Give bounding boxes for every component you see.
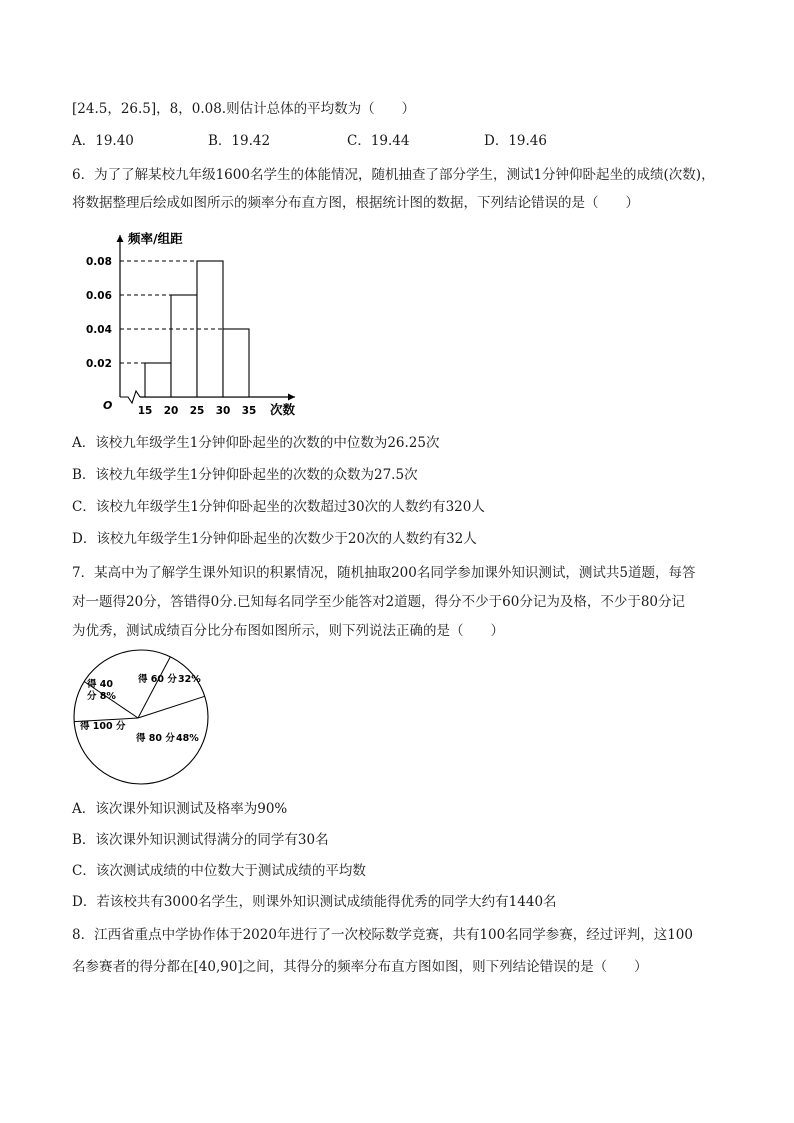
- x-tick-15: 15: [137, 405, 153, 417]
- q8-stem-line2: 名参赛者的得分都在[40,90]之间，其得分的频率分布直方图如图，则下列结论错误的是（ ）: [72, 959, 648, 975]
- q7-stem-line1: 7．某高中为了解学生课外知识的积累情况，随机抽取200名同学参加课外知识测试，测试共5道题，每答: [72, 565, 696, 581]
- hist-bar-20-25: [171, 295, 197, 397]
- q7-stem-line2: 对一题得20分，答错得0分.已知每名同学至少能答对2道题，得分不少于60分记为及格，不少于80分记: [72, 594, 686, 610]
- y-tick-0.04: 0.04: [86, 324, 112, 336]
- x-axis-break: [120, 391, 140, 403]
- q5-option-b: B．19.42: [208, 133, 271, 149]
- q5-text: [24.5，26.5]，8，0.08.则估计总体的平均数为（ ）: [72, 101, 416, 117]
- x-tick-20: 20: [163, 405, 179, 417]
- pie-label-80-text: 得 80 分: [136, 733, 175, 744]
- q7-option-a: A．该次课外知识测试及格率为90%: [72, 801, 288, 817]
- pie-label-80: [136, 732, 199, 744]
- q6-option-a: A．该校九年级学生1分钟仰卧起坐的次数的中位数为26.25次: [72, 435, 440, 451]
- q7-option-d: D．若该校共有3000名学生，则课外知识测试成绩能得优秀的同学大约有1440名: [72, 894, 557, 910]
- q7-option-b: B．该次课外知识测试得满分的同学有30名: [72, 832, 329, 848]
- y-tick-0.06: 0.06: [86, 290, 112, 302]
- q6-stem-line1: 6．为了了解某校九年级1600名学生的体能情况，随机抽查了部分学生，测试1分钟仰卧起坐的成绩(次数)，: [72, 167, 715, 183]
- q5-option-c: C．19.44: [347, 133, 410, 149]
- q5-option-a: A．19.40: [72, 133, 134, 149]
- pie-label-60-text: 得 60 分: [138, 674, 177, 685]
- q5-options: [72, 131, 712, 151]
- x-axis-title: 次数: [270, 402, 296, 417]
- q6-option-d: D．该校九年级学生1分钟仰卧起坐的次数少于20次的人数约有32人: [72, 531, 477, 547]
- x-tick-25: 25: [189, 405, 205, 417]
- y-tick-0.02: 0.02: [86, 358, 112, 370]
- hist-bar-15-20: [145, 363, 171, 397]
- pie-label-80-pct: 48%: [176, 733, 199, 744]
- origin-label: O: [103, 399, 113, 412]
- q6-option-b: B．该校九年级学生1分钟仰卧起坐的次数的众数为27.5次: [72, 467, 418, 483]
- pie-label-40-line1: 得 40: [87, 679, 114, 690]
- q7-stem-line3: 为优秀，测试成绩百分比分布图如图所示，则下列说法正确的是（ ）: [72, 623, 504, 639]
- y-axis-title: 频率/组距: [128, 231, 183, 246]
- score-pie-chart: [70, 645, 215, 790]
- pie-label-60-pct: 32%: [178, 674, 201, 685]
- q6-option-c: C．该校九年级学生1分钟仰卧起坐的次数超过30次的人数约有320人: [72, 499, 485, 515]
- q8-stem-line1: 8．江西省重点中学协作体于2020年进行了一次校际数学竞赛，共有100名同学参赛，经过评判，这100: [72, 927, 693, 943]
- pie-label-40-line2: 分 8%: [87, 691, 116, 702]
- hist-bar-30-35: [223, 329, 249, 397]
- q6-stem-line2: 将数据整理后绘成如图所示的频率分布直方图，根据统计图的数据，下列结论错误的是（ ）: [72, 195, 639, 211]
- q5-option-d: D．19.46: [484, 133, 547, 149]
- pie-label-60: [138, 673, 201, 685]
- frequency-histogram: [70, 225, 310, 425]
- x-tick-30: 30: [215, 405, 231, 417]
- x-tick-35: 35: [241, 405, 257, 417]
- pie-label-100: 得 100 分: [80, 721, 126, 732]
- q7-option-c: C．该次测试成绩的中位数大于测试成绩的平均数: [72, 863, 366, 879]
- y-tick-0.08: 0.08: [86, 256, 112, 268]
